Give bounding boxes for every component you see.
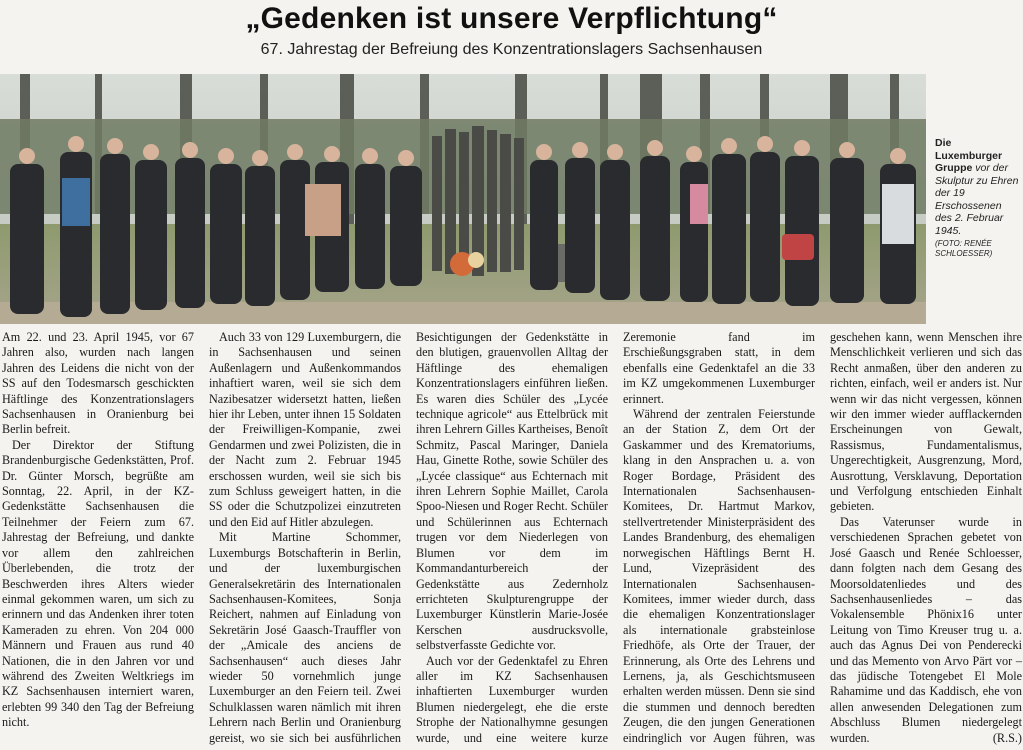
caption-italic: Skulptur zu Ehren der 19 Erschossenen des 2. Februar 1945. — [935, 174, 1019, 237]
caption-text: vor der — [972, 162, 1008, 174]
article-paragraph: Auch 33 von 129 Luxemburgern, die in Sachsenhausen und seinen Außenlagern und Außenkommandos inhaftiert waren, weil sie sich dem Nazibesatzer widersetzt hatten, ließen hier ihr Leben, unter ihnen 15 Soldaten der Freiwilligen-Kompanie, zwei Gendarmen und zwei Polizisten, die in der Nacht zum 2. Februar 1945 erschossen wurden, weil sie sich bis zum Schluss geweigert hatten, in die SS oder die Schutzpolizei einzutreten und den Eid auf Hitler abzulegen. — [209, 330, 401, 529]
article-subheadline: 67. Jahrestag der Befreiung des Konzentrationslagers Sachsenhausen — [260, 41, 763, 58]
article-headline: „Gedenken ist unsere Verpflichtung“ — [245, 2, 778, 35]
author-signature: (R.S.) — [992, 730, 1022, 745]
caption-lead: Die Luxemburger Gruppe — [935, 137, 1003, 174]
photo-credit: (FOTO: RENÉE SCHLOESSER) — [935, 239, 993, 258]
article-paragraph: Der Direktor der Stiftung Brandenburgische Gedenkstätten, Prof. Dr. Günter Morsch, begrüßte am Sonntag, 22. April, in der KZ-Gedenkstätte Sachsenhausen die Teilnehmer der Feiern zum 67. Jahrestag der Befreiung, und dankte vor allem den zahlreichen Überlebenden, die trotz der Beschwerden ihres Alters wieder einmal gekommen waren, um sich zu erinnern und das Andenken ihrer toten Kameraden zu ehren. Von 204 000 Männern und Frauen aus rund 40 Nationen, die in den Jahren vor und während des Zweiten Weltkriegs im KZ Sachsenhausen interniert waren, erlebten 99 340 den Tag der Befreiung nicht. — [2, 437, 194, 730]
article-paragraph — [830, 515, 1022, 746]
paragraph-text: Das Vaterunser wurde in verschiedenen Sprachen gebetet von José Gaasch und Renée Schloesser, dann folgten nach dem Gesang des Moorsoldatenliedes und des Sachsenhausenliedes – das Vokalensemble Phönix16 unter Leitung von Timo Kreuser trug u. a. auch das Agnus Dei von Penderecki und das Memento von Arvo Pärt vor – das jüdische Totengebet El Mole Rahamime und das Kaddisch, ehe von allen anwesenden Delegationen zum Abschluss Blumen niedergelegt wurden. — [830, 514, 1022, 745]
article-paragraph: Mit Martine Schommer, Luxemburgs Botschafterin in Berlin, und der luxemburgischen Generalsekretärin des Internationalen Sachsenhausen-Komitees, Sonja Reichert, nahmen auf Einladung von Sekretärin José Gaasch-Trauffler von der „Amicale des anciens de Sachsenhausen“ auch dieses Jahr wieder 50 vornehmlich junge Luxemburger an den Feiern teil. Zwei Schulklassen waren nämlich mit ihren Lehrern nach Berlin und Oranienburg gereist, wo sie sich bei ausführlichen Besichtigungen der Gedenkstätte in den blutigen, grauenvollen Alltag der Häftlinge des ehemaligen Konzentrationslagers einführen ließen. Es waren dies Schüler des „Lycée technique agricole“ aus Ettelbrück mit ihren Lehrern Gilles Kartheises, Benoît Schmitz, Pascal Maringer, Daniela Hau, Ginette Rothe, sowie Schüler des „Lycée classique“ aus Echternach mit ihren Lehrern Sophie Maillet, Carola Spoo-Niesen und Roger Recht. Schüler und Schülerinnen aus Echternach trugen vor dem Niederlegen von Blumen vor dem im Kommandanturbereich der Gedenkstätte aus Zedernholz errichteten Skulpturengruppe der Luxemburger Künstlerin Marie-Josée Kerschen ausdrucksvolle, selbstverfasste Gedichte vor. — [209, 330, 608, 745]
article-body — [2, 330, 1022, 750]
article-paragraph: Am 22. und 23. April 1945, vor 67 Jahren also, wurden nach langen Jahren des Leidens die nicht von der SS auf den Todesmarsch geschickten Häftlinge des Konzentrationslagers Sachsenhausen in Oranienburg bei Berlin befreit. — [2, 330, 194, 437]
article-paragraph: Auch vor der Gedenktafel zu Ehren aller im KZ Sachsenhausen inhaftierten Luxemburger wurden Blumen niedergelegt, ehe die erste Strophe der Nationalhymne gesungen wurde, und eine weitere kurze Zeremonie fand im Erschießungsgraben statt, in dem ebenfalls eine Gedenktafel an die 33 im KZ umgekommenen Luxemburger erinnert. — [416, 330, 815, 745]
photo-caption — [935, 137, 1021, 259]
group-photo — [0, 74, 926, 324]
article-paragraph: Während der zentralen Feierstunde an der Station Z, dem Ort der Gaskammer und des Krematoriums, klang in den Ansprachen u. a. von Roger Bordage, Präsident des Internationalen Sachsenhausen-Komitees, Dr. Hartmut Markov, stellvertretender Ministerpräsident des Landes Brandenburg, des ehemaligen norwegischen Häftlings Bernt H. Lund, Vizepräsident des Internationalen Sachsenhausen-Komitees, immer wieder durch, dass die ehemaligen Konzentrationslager als internationale grabsteinlose Friedhöfe, als Orte der Trauer, der Erinnerung, als Orte des Lehrens und Lernens, ja, als Geschichtsmuseen erhalten werden müssen. Denn sie sind die stummen und dennoch beredten Zeugen, die den jungen Generationen eindringlich vor Augen führen, was geschehen kann, wenn Menschen ihre Menschlichkeit verlieren und sich das Recht anmaßen, über den anderen zu richten, einfach, weil er anders ist. Nur wenn wir das nicht vergessen, können wir den immer wieder aufflackernden Erscheinungen von Gewalt, Rassismus, Fundamentalismus, Ungerechtigkeit, Ausgrenzung, Mord, Ausrottung, Versklavung, Deportation und Verfolgung entschieden Einhalt gebieten. — [623, 330, 1022, 745]
